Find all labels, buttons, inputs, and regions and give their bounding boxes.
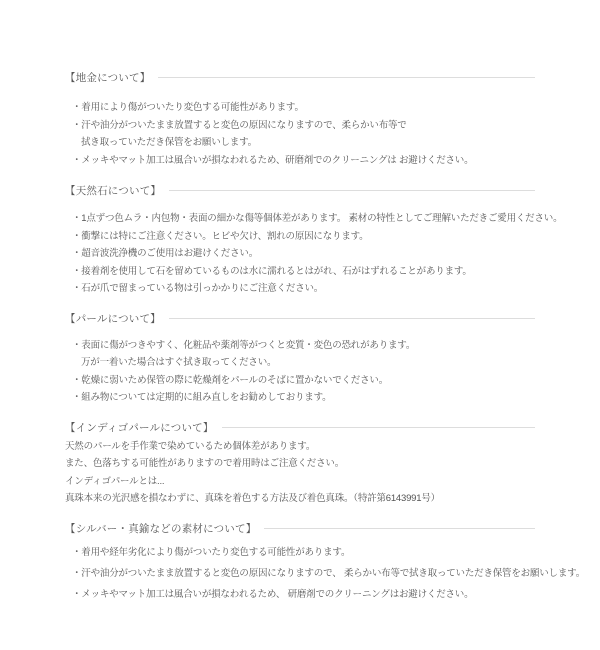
section-body: [65, 99, 535, 169]
section-indigo-pearl: [65, 421, 535, 508]
heading-rule-line: [264, 528, 535, 529]
section-silver-brass: [65, 522, 585, 605]
care-note-line: ・着用により傷がついたり変色する可能性があります。: [72, 102, 304, 113]
section-body: [65, 438, 535, 508]
care-note-line: ・汗や油分がついたまま放置すると変色の原因になりますので、 柔らかい布等で拭き取っていただき保管をお願いします。: [72, 567, 585, 579]
heading-rule-line: [169, 190, 535, 191]
care-note-line: ・メッキやマット加工は風合いが損なわれるため、研磨剤でのクリーニングは お避けください。: [72, 154, 474, 166]
section-heading-row: [65, 70, 535, 84]
section-heading: 【地金について】: [65, 71, 151, 84]
section-heading-row: [65, 183, 535, 197]
section-heading: 【シルバー・真鍮などの素材について】: [65, 523, 257, 535]
care-note-line: ・組み物については定期的に組み直しをお勧めしております。: [72, 392, 332, 403]
section-heading-row: [65, 312, 535, 326]
care-note-line: ・1点ずつ色ムラ・内包物・表面の細かな傷等個体差があります。 素材の特性としてご理解いただきご愛用ください。: [72, 213, 563, 224]
section-pearl: [65, 312, 535, 407]
care-note-line: 天然のパールを手作業で染めているため個体差があります。: [65, 440, 316, 452]
care-note-line: ・表面に傷がつきやすく、化粧品や薬剤等がつくと変質・変色の恐れがあります。: [72, 339, 416, 351]
care-note-line-continuation: 万が一着いた場合はすぐ拭き取ってください。: [81, 357, 277, 368]
section-metal: [65, 70, 535, 169]
section-natural-stone: [65, 183, 563, 298]
care-note-line: ・メッキやマット加工は風合いが損なわれるため、 研磨剤でのクリーニングはお避けください。: [72, 588, 474, 600]
section-body: [65, 542, 585, 605]
section-heading: 【天然石について】: [65, 184, 162, 197]
heading-rule-line: [169, 318, 535, 319]
care-note-line: ・接着剤を使用して石を留めているものは水に濡れるとはがれ、石がはずれることがあります。: [72, 265, 472, 277]
section-body: [65, 210, 563, 298]
heading-rule-line: [158, 77, 535, 78]
care-note-line: ・着用や経年劣化により傷がついたり変色する可能性があります。: [72, 546, 351, 558]
care-note-line: ・衝撃には特にご注意ください。ヒビや欠け、割れの原因になります。: [72, 230, 369, 242]
care-note-line: また、色落ちする可能性がありますので着用時はご注意ください。: [65, 458, 345, 469]
section-body: [65, 337, 535, 407]
heading-rule-line: [222, 427, 535, 428]
care-note-line: 真珠本来の光沢感を損なわずに、真珠を着色する方法及び着色真珠。（特許第6143991号）: [65, 493, 440, 504]
care-note-line: ・石が爪で留まっている物は引っかかりにご注意ください。: [72, 283, 324, 294]
care-note-line: ・超音波洗浄機のご使用はお避けください。: [72, 248, 259, 259]
care-note-line: ・汗や油分がついたまま放置すると変色の原因になりますので、柔らかい布等で: [72, 119, 407, 131]
section-heading-row: [65, 421, 535, 435]
section-heading: 【インディゴパールについて】: [65, 422, 214, 434]
section-heading: 【パールについて】: [65, 313, 161, 325]
care-note-line: インディゴパールとは...: [65, 475, 165, 487]
care-note-line: ・乾燥に弱いため保管の際に乾燥剤をパールのそばに置かないでください。: [72, 374, 389, 386]
care-note-line-continuation: 拭き取っていただき保管をお願いします。: [81, 137, 257, 148]
section-heading-row: [65, 522, 535, 536]
